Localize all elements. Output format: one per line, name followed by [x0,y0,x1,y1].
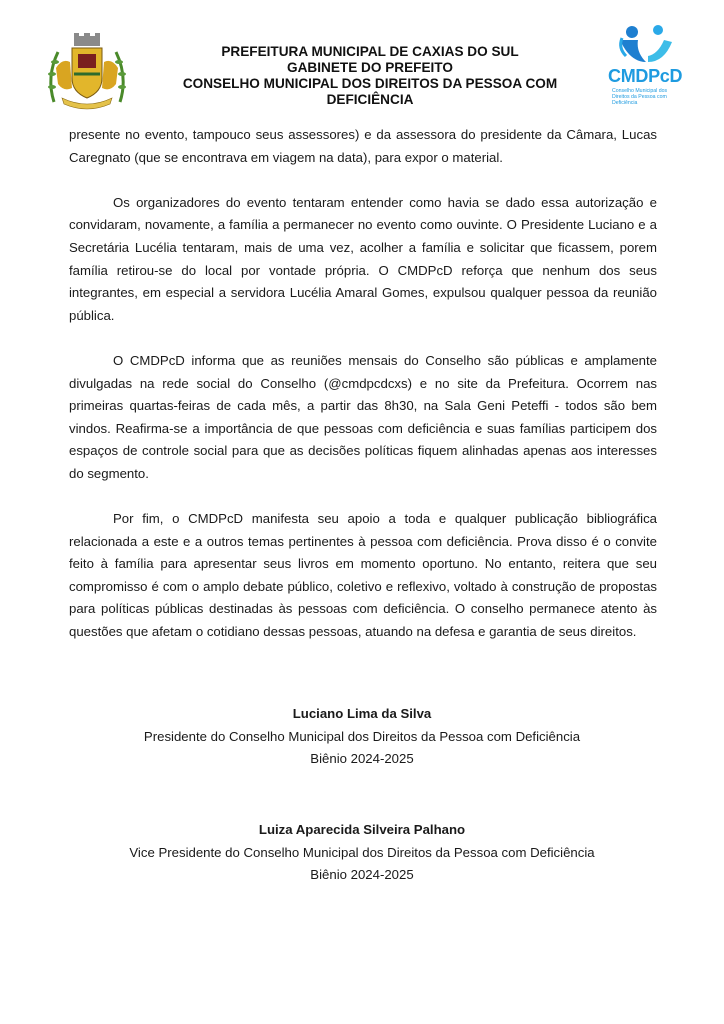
paragraph-3: O CMDPcD informa que as reuniões mensais do Conselho são públicas e amplamente divulgadas na rede social do Conselho (@cmdpcdcxs) e no site da Prefeitura. Ocorrem nas primeiras quartas-feiras de cada mês, a partir das 8h30, na Sala Geni Peteffi - todos são bem vindos. Reafirma-se a importância de que pessoas com deficiência e suas famílias participem dos espaços de controle social para que as decisões políticas fiquem alinhadas apenas aos interesses do segmento. [69,352,657,481]
document-header [0,0,724,118]
signer-term: Biênio 2024-2025 [310,751,414,767]
header-line-1: PREFEITURA MUNICIPAL DE CAXIAS DO SUL [221,44,519,59]
paragraph-2: Os organizadores do evento tentaram entender como havia se dado essa autorização e convidaram, novamente, a família a permanecer no evento como ouvinte. O Presidente Luciano e a Secretária Lucélia tentaram, mais de uma vez, acolher a família e solicitar que ficassem, porem família retirou-se do local por vontade própria. O CMDPcD reforça que nenhum dos seus integrantes, em especial a servidora Lucélia Amaral Gomes, expulsou qualquer pessoa da reunião pública. [69,194,657,323]
signature-block-president [0,703,724,771]
document-body [69,124,657,666]
institution-title [150,44,590,108]
signer-name: Luiza Aparecida Silveira Palhano [258,822,466,837]
people-logo-icon [608,22,682,68]
signer-role: Vice Presidente do Conselho Municipal dos Direitos da Pessoa com Deficiência [129,844,595,860]
paragraph-1: presente no evento, tampouco seus assessores) e da assessora do presidente da Câmara, Lucas Caregnato (que se encontrava em viagem na data), para expor o material. [69,127,657,165]
signature-block-vice-president [0,819,724,887]
logo-text: CMDPcD [608,66,683,86]
signer-name: Luciano Lima da Silva [292,706,432,721]
signer-role: Presidente do Conselho Municipal dos Direitos da Pessoa com Deficiência [143,728,581,744]
coat-of-arms-icon [44,32,130,112]
header-line-4: DEFICIÊNCIA [326,92,414,107]
cmdpcd-logo [608,22,682,114]
header-line-3: CONSELHO MUNICIPAL DOS DIREITOS DA PESSOA COM [182,76,558,91]
signer-term: Biênio 2024-2025 [310,867,414,883]
paragraph-4: Por fim, o CMDPcD manifesta seu apoio a toda e qualquer publicação bibliográfica relacionada a este e a outros temas pertinentes à pessoa com deficiência. Prova disso é o convite feito à família para apresentar seus livros em momento oportuno. No entanto, reitera que seu compromisso é com o amplo debate público, coletivo e reflexivo, voltado à construção de propostas para políticas públicas destinadas às pessoas com deficiência. O conselho permanece atento às questões que afetam o cotidiano dessas pessoas, atuando na defesa e garantia de seus direitos. [69,511,657,640]
logo-tagline: Conselho Municipal dos Direitos da Pessoa com Deficiência [612,88,668,106]
header-line-2: GABINETE DO PREFEITO [287,60,453,75]
